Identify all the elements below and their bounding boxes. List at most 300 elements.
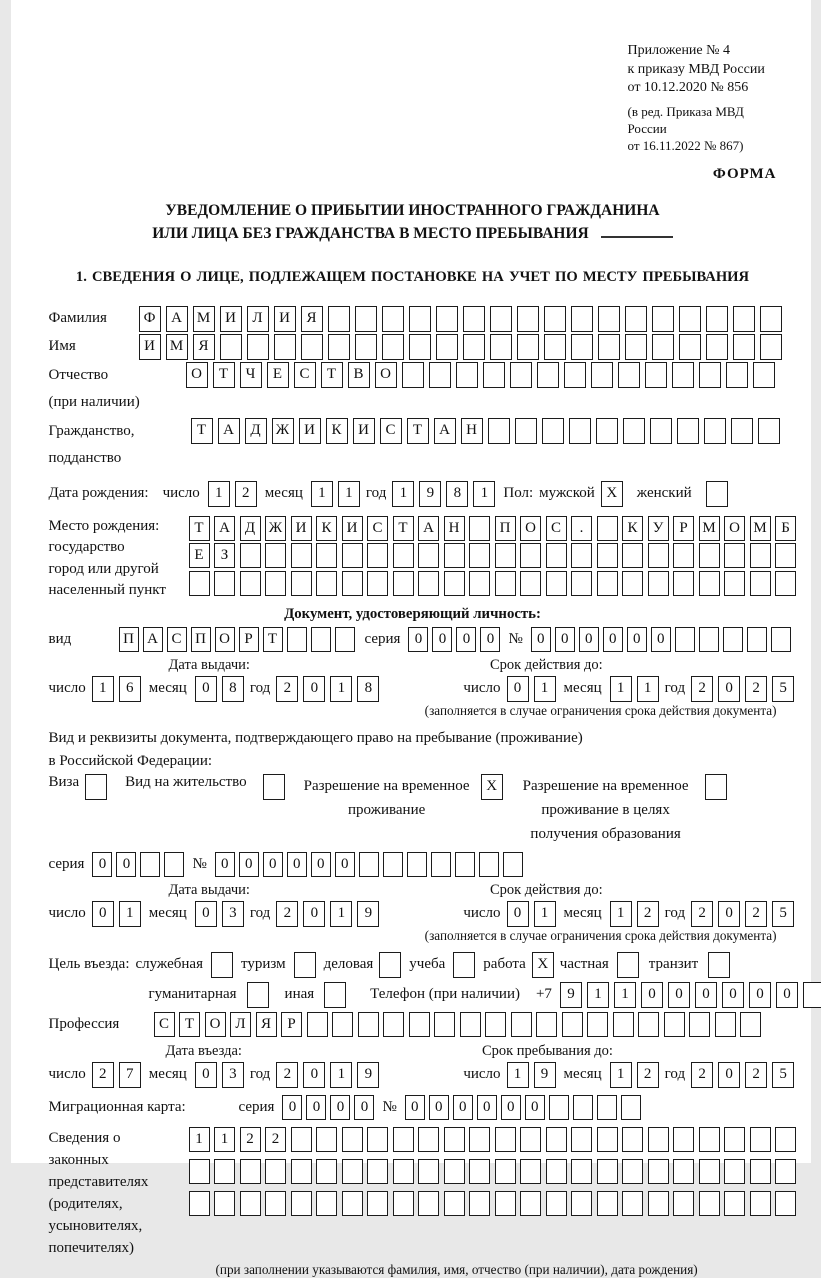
purpose-transit-checkbox-cell[interactable] (708, 952, 730, 978)
purpose-study-checkbox-cell[interactable] (453, 952, 475, 978)
char-cell[interactable] (520, 543, 541, 568)
char-cell[interactable] (775, 1127, 796, 1152)
char-cell[interactable]: 0 (507, 676, 529, 702)
char-cell[interactable] (495, 571, 516, 596)
char-cell[interactable] (265, 1159, 286, 1184)
char-cell[interactable]: О (724, 516, 745, 541)
char-cell[interactable]: 0 (92, 852, 112, 877)
char-cell[interactable] (291, 1191, 312, 1216)
char-cell[interactable]: 2 (745, 901, 767, 927)
char-cell[interactable] (490, 334, 512, 360)
char-cell[interactable]: Н (444, 516, 465, 541)
char-cell[interactable] (436, 306, 458, 332)
char-cell[interactable] (638, 1012, 659, 1037)
char-cell[interactable]: И (274, 306, 296, 332)
char-cell[interactable]: 1 (610, 676, 632, 702)
char-cell[interactable]: А (143, 627, 163, 652)
char-cell[interactable]: И (220, 306, 242, 332)
char-cell[interactable] (393, 1127, 414, 1152)
char-cell[interactable] (740, 1012, 761, 1037)
char-cell[interactable] (750, 543, 771, 568)
char-cell[interactable] (771, 627, 791, 652)
char-cell[interactable] (648, 1191, 669, 1216)
char-cell[interactable] (733, 306, 755, 332)
purpose-other-checkbox-cell[interactable] (324, 982, 346, 1008)
char-cell[interactable] (622, 1191, 643, 1216)
char-cell[interactable] (542, 418, 564, 444)
char-cell[interactable] (265, 1191, 286, 1216)
char-cell[interactable] (648, 1159, 669, 1184)
char-cell[interactable] (359, 852, 379, 877)
char-cell[interactable]: Е (189, 543, 210, 568)
char-cell[interactable] (673, 571, 694, 596)
char-cell[interactable] (469, 1159, 490, 1184)
char-cell[interactable]: 2 (691, 901, 713, 927)
char-cell[interactable]: 1 (330, 901, 352, 927)
char-cell[interactable]: 9 (534, 1062, 556, 1088)
char-cell[interactable]: 1 (614, 982, 636, 1008)
char-cell[interactable]: А (166, 306, 188, 332)
char-cell[interactable] (469, 516, 490, 541)
char-cell[interactable] (699, 1159, 720, 1184)
char-cell[interactable]: 9 (357, 1062, 379, 1088)
char-cell[interactable]: 0 (432, 627, 452, 652)
char-cell[interactable] (332, 1012, 353, 1037)
char-cell[interactable] (537, 362, 559, 388)
char-cell[interactable]: 0 (195, 901, 217, 927)
char-cell[interactable] (342, 1191, 363, 1216)
char-cell[interactable] (591, 362, 613, 388)
char-cell[interactable]: С (294, 362, 316, 388)
char-cell[interactable]: 6 (119, 676, 141, 702)
char-cell[interactable] (307, 1012, 328, 1037)
char-cell[interactable]: И (299, 418, 321, 444)
purpose-official-checkbox-cell[interactable] (211, 952, 233, 978)
char-cell[interactable]: М (750, 516, 771, 541)
char-cell[interactable] (724, 1159, 745, 1184)
char-cell[interactable] (383, 852, 403, 877)
char-cell[interactable] (597, 1159, 618, 1184)
char-cell[interactable]: И (353, 418, 375, 444)
char-cell[interactable]: Д (245, 418, 267, 444)
char-cell[interactable] (598, 306, 620, 332)
char-cell[interactable]: 0 (501, 1095, 521, 1120)
char-cell[interactable] (546, 571, 567, 596)
char-cell[interactable] (775, 543, 796, 568)
char-cell[interactable]: Л (247, 306, 269, 332)
char-cell[interactable]: Т (393, 516, 414, 541)
purpose-business-checkbox-cell[interactable] (379, 952, 401, 978)
char-cell[interactable] (367, 1191, 388, 1216)
char-cell[interactable] (758, 418, 780, 444)
char-cell[interactable] (706, 334, 728, 360)
char-cell[interactable]: 0 (116, 852, 136, 877)
char-cell[interactable] (546, 1127, 567, 1152)
char-cell[interactable] (648, 1127, 669, 1152)
char-cell[interactable]: 0 (303, 1062, 325, 1088)
char-cell[interactable]: 1 (473, 481, 495, 507)
char-cell[interactable] (652, 306, 674, 332)
char-cell[interactable] (431, 852, 451, 877)
char-cell[interactable] (520, 571, 541, 596)
char-cell[interactable]: 1 (392, 481, 414, 507)
char-cell[interactable] (189, 1191, 210, 1216)
char-cell[interactable] (571, 1159, 592, 1184)
char-cell[interactable] (673, 1191, 694, 1216)
char-cell[interactable]: 1 (534, 676, 556, 702)
char-cell[interactable]: 2 (265, 1127, 286, 1152)
char-cell[interactable]: 0 (531, 627, 551, 652)
char-cell[interactable] (613, 1012, 634, 1037)
char-cell[interactable] (495, 1159, 516, 1184)
char-cell[interactable] (750, 571, 771, 596)
char-cell[interactable] (495, 1127, 516, 1152)
char-cell[interactable] (597, 1095, 617, 1120)
char-cell[interactable] (587, 1012, 608, 1037)
char-cell[interactable]: М (699, 516, 720, 541)
char-cell[interactable] (287, 627, 307, 652)
char-cell[interactable]: 1 (189, 1127, 210, 1152)
char-cell[interactable]: 9 (419, 481, 441, 507)
char-cell[interactable] (569, 418, 591, 444)
char-cell[interactable] (316, 543, 337, 568)
char-cell[interactable]: 5 (772, 901, 794, 927)
char-cell[interactable]: К (622, 516, 643, 541)
char-cell[interactable]: 0 (668, 982, 690, 1008)
char-cell[interactable] (573, 1095, 593, 1120)
char-cell[interactable]: Р (673, 516, 694, 541)
char-cell[interactable]: П (191, 627, 211, 652)
char-cell[interactable]: 2 (240, 1127, 261, 1152)
char-cell[interactable] (355, 334, 377, 360)
char-cell[interactable] (342, 1127, 363, 1152)
char-cell[interactable]: 0 (749, 982, 771, 1008)
char-cell[interactable] (699, 627, 719, 652)
char-cell[interactable] (679, 306, 701, 332)
char-cell[interactable] (393, 571, 414, 596)
char-cell[interactable]: И (291, 516, 312, 541)
char-cell[interactable]: Л (230, 1012, 251, 1037)
char-cell[interactable]: 3 (222, 901, 244, 927)
char-cell[interactable]: У (648, 516, 669, 541)
char-cell[interactable]: 1 (637, 676, 659, 702)
char-cell[interactable] (460, 1012, 481, 1037)
char-cell[interactable] (544, 334, 566, 360)
char-cell[interactable] (455, 852, 475, 877)
char-cell[interactable]: 2 (235, 481, 257, 507)
char-cell[interactable]: 5 (772, 1062, 794, 1088)
char-cell[interactable]: Р (239, 627, 259, 652)
char-cell[interactable] (622, 543, 643, 568)
char-cell[interactable] (291, 1159, 312, 1184)
char-cell[interactable] (724, 543, 745, 568)
char-cell[interactable] (672, 362, 694, 388)
char-cell[interactable] (301, 334, 323, 360)
char-cell[interactable] (240, 1191, 261, 1216)
char-cell[interactable] (753, 362, 775, 388)
char-cell[interactable]: Т (213, 362, 235, 388)
char-cell[interactable] (189, 1159, 210, 1184)
char-cell[interactable] (316, 1127, 337, 1152)
char-cell[interactable] (247, 334, 269, 360)
char-cell[interactable] (444, 1159, 465, 1184)
char-cell[interactable] (393, 1191, 414, 1216)
char-cell[interactable]: 2 (637, 1062, 659, 1088)
char-cell[interactable]: 0 (330, 1095, 350, 1120)
char-cell[interactable] (483, 362, 505, 388)
char-cell[interactable] (715, 1012, 736, 1037)
char-cell[interactable]: 0 (239, 852, 259, 877)
char-cell[interactable] (291, 543, 312, 568)
char-cell[interactable] (760, 306, 782, 332)
char-cell[interactable] (622, 1127, 643, 1152)
char-cell[interactable] (469, 571, 490, 596)
char-cell[interactable] (490, 306, 512, 332)
char-cell[interactable] (510, 362, 532, 388)
char-cell[interactable]: 0 (429, 1095, 449, 1120)
char-cell[interactable] (418, 1159, 439, 1184)
char-cell[interactable]: 0 (303, 676, 325, 702)
char-cell[interactable]: К (326, 418, 348, 444)
char-cell[interactable] (621, 1095, 641, 1120)
char-cell[interactable] (699, 1191, 720, 1216)
char-cell[interactable]: 0 (282, 1095, 302, 1120)
char-cell[interactable] (775, 1191, 796, 1216)
char-cell[interactable] (726, 362, 748, 388)
char-cell[interactable] (596, 418, 618, 444)
char-cell[interactable] (760, 334, 782, 360)
char-cell[interactable]: 0 (651, 627, 671, 652)
char-cell[interactable]: 2 (276, 1062, 298, 1088)
char-cell[interactable]: 0 (456, 627, 476, 652)
char-cell[interactable] (444, 543, 465, 568)
char-cell[interactable] (699, 1127, 720, 1152)
char-cell[interactable] (598, 334, 620, 360)
char-cell[interactable] (418, 1191, 439, 1216)
char-cell[interactable] (571, 1191, 592, 1216)
char-cell[interactable] (618, 362, 640, 388)
char-cell[interactable]: 1 (507, 1062, 529, 1088)
char-cell[interactable]: 0 (480, 627, 500, 652)
char-cell[interactable] (648, 571, 669, 596)
char-cell[interactable] (291, 571, 312, 596)
char-cell[interactable]: 0 (306, 1095, 326, 1120)
char-cell[interactable]: С (167, 627, 187, 652)
char-cell[interactable] (316, 1159, 337, 1184)
char-cell[interactable]: 0 (195, 1062, 217, 1088)
char-cell[interactable] (393, 543, 414, 568)
char-cell[interactable] (358, 1012, 379, 1037)
char-cell[interactable] (456, 362, 478, 388)
char-cell[interactable] (436, 334, 458, 360)
char-cell[interactable] (342, 543, 363, 568)
char-cell[interactable]: 1 (330, 676, 352, 702)
char-cell[interactable] (418, 543, 439, 568)
char-cell[interactable] (673, 1127, 694, 1152)
char-cell[interactable]: 0 (579, 627, 599, 652)
char-cell[interactable] (750, 1191, 771, 1216)
char-cell[interactable] (546, 1191, 567, 1216)
char-cell[interactable]: 2 (276, 901, 298, 927)
char-cell[interactable] (409, 306, 431, 332)
char-cell[interactable]: П (119, 627, 139, 652)
char-cell[interactable]: О (520, 516, 541, 541)
char-cell[interactable] (488, 418, 510, 444)
char-cell[interactable]: 5 (772, 676, 794, 702)
char-cell[interactable]: 1 (338, 481, 360, 507)
char-cell[interactable] (342, 571, 363, 596)
char-cell[interactable]: 8 (222, 676, 244, 702)
char-cell[interactable] (622, 571, 643, 596)
char-cell[interactable] (597, 516, 618, 541)
char-cell[interactable] (311, 627, 331, 652)
char-cell[interactable] (367, 1159, 388, 1184)
purpose-humanitarian-checkbox-cell[interactable] (247, 982, 269, 1008)
char-cell[interactable]: А (418, 516, 439, 541)
char-cell[interactable] (699, 543, 720, 568)
char-cell[interactable] (675, 627, 695, 652)
char-cell[interactable] (622, 1159, 643, 1184)
char-cell[interactable] (328, 306, 350, 332)
char-cell[interactable] (418, 571, 439, 596)
char-cell[interactable] (382, 306, 404, 332)
char-cell[interactable]: Я (193, 334, 215, 360)
char-cell[interactable] (571, 334, 593, 360)
char-cell[interactable]: Т (407, 418, 429, 444)
char-cell[interactable] (316, 1191, 337, 1216)
char-cell[interactable] (517, 334, 539, 360)
char-cell[interactable]: 2 (92, 1062, 114, 1088)
char-cell[interactable] (706, 306, 728, 332)
char-cell[interactable]: И (342, 516, 363, 541)
char-cell[interactable]: З (214, 543, 235, 568)
char-cell[interactable] (597, 1127, 618, 1152)
char-cell[interactable]: 0 (215, 852, 235, 877)
char-cell[interactable] (704, 418, 726, 444)
char-cell[interactable] (463, 334, 485, 360)
char-cell[interactable] (495, 543, 516, 568)
char-cell[interactable]: 8 (446, 481, 468, 507)
char-cell[interactable] (189, 571, 210, 596)
char-cell[interactable]: Ж (265, 516, 286, 541)
char-cell[interactable] (546, 543, 567, 568)
char-cell[interactable]: 7 (119, 1062, 141, 1088)
visa-checkbox-cell[interactable] (85, 774, 107, 800)
char-cell[interactable]: 0 (525, 1095, 545, 1120)
char-cell[interactable]: 0 (718, 901, 740, 927)
char-cell[interactable] (623, 418, 645, 444)
char-cell[interactable] (164, 852, 184, 877)
purpose-work-checkbox-cell[interactable]: X (532, 952, 554, 978)
char-cell[interactable] (240, 543, 261, 568)
char-cell[interactable] (418, 1127, 439, 1152)
residence-permit-checkbox-cell[interactable] (263, 774, 285, 800)
char-cell[interactable] (724, 571, 745, 596)
char-cell[interactable]: А (434, 418, 456, 444)
char-cell[interactable] (677, 418, 699, 444)
char-cell[interactable]: 0 (408, 627, 428, 652)
char-cell[interactable]: 0 (354, 1095, 374, 1120)
char-cell[interactable]: С (380, 418, 402, 444)
char-cell[interactable]: 0 (405, 1095, 425, 1120)
char-cell[interactable] (733, 334, 755, 360)
char-cell[interactable]: П (495, 516, 516, 541)
char-cell[interactable] (355, 306, 377, 332)
char-cell[interactable]: 0 (303, 901, 325, 927)
char-cell[interactable] (571, 571, 592, 596)
char-cell[interactable]: 1 (208, 481, 230, 507)
char-cell[interactable] (469, 543, 490, 568)
char-cell[interactable]: Ж (272, 418, 294, 444)
char-cell[interactable] (409, 1012, 430, 1037)
char-cell[interactable]: 1 (330, 1062, 352, 1088)
char-cell[interactable]: Ф (139, 306, 161, 332)
char-cell[interactable] (383, 1012, 404, 1037)
char-cell[interactable]: О (205, 1012, 226, 1037)
char-cell[interactable] (265, 543, 286, 568)
char-cell[interactable] (571, 543, 592, 568)
char-cell[interactable] (140, 852, 160, 877)
char-cell[interactable] (402, 362, 424, 388)
char-cell[interactable]: 0 (507, 901, 529, 927)
char-cell[interactable] (544, 306, 566, 332)
char-cell[interactable]: 0 (718, 676, 740, 702)
char-cell[interactable] (625, 334, 647, 360)
char-cell[interactable] (214, 1159, 235, 1184)
char-cell[interactable] (382, 334, 404, 360)
char-cell[interactable]: 1 (119, 901, 141, 927)
char-cell[interactable] (393, 1159, 414, 1184)
char-cell[interactable]: 0 (555, 627, 575, 652)
char-cell[interactable] (673, 543, 694, 568)
char-cell[interactable]: Д (240, 516, 261, 541)
char-cell[interactable] (495, 1191, 516, 1216)
char-cell[interactable] (520, 1159, 541, 1184)
char-cell[interactable]: 2 (745, 676, 767, 702)
char-cell[interactable] (747, 627, 767, 652)
char-cell[interactable] (328, 334, 350, 360)
char-cell[interactable]: . (571, 516, 592, 541)
char-cell[interactable]: С (154, 1012, 175, 1037)
char-cell[interactable]: С (367, 516, 388, 541)
char-cell[interactable]: 0 (195, 676, 217, 702)
char-cell[interactable] (536, 1012, 557, 1037)
char-cell[interactable] (775, 571, 796, 596)
char-cell[interactable] (723, 627, 743, 652)
char-cell[interactable]: С (546, 516, 567, 541)
char-cell[interactable]: 9 (357, 901, 379, 927)
char-cell[interactable]: А (214, 516, 235, 541)
char-cell[interactable]: 0 (776, 982, 798, 1008)
char-cell[interactable]: Т (321, 362, 343, 388)
char-cell[interactable] (469, 1191, 490, 1216)
char-cell[interactable] (444, 571, 465, 596)
char-cell[interactable]: 0 (627, 627, 647, 652)
char-cell[interactable]: 2 (276, 676, 298, 702)
char-cell[interactable] (750, 1127, 771, 1152)
char-cell[interactable]: 0 (695, 982, 717, 1008)
char-cell[interactable] (648, 543, 669, 568)
char-cell[interactable] (546, 1159, 567, 1184)
char-cell[interactable] (652, 334, 674, 360)
char-cell[interactable]: 0 (263, 852, 283, 877)
char-cell[interactable] (240, 1159, 261, 1184)
char-cell[interactable]: 2 (691, 676, 713, 702)
char-cell[interactable] (571, 306, 593, 332)
char-cell[interactable]: 2 (691, 1062, 713, 1088)
char-cell[interactable] (444, 1127, 465, 1152)
char-cell[interactable] (469, 1127, 490, 1152)
